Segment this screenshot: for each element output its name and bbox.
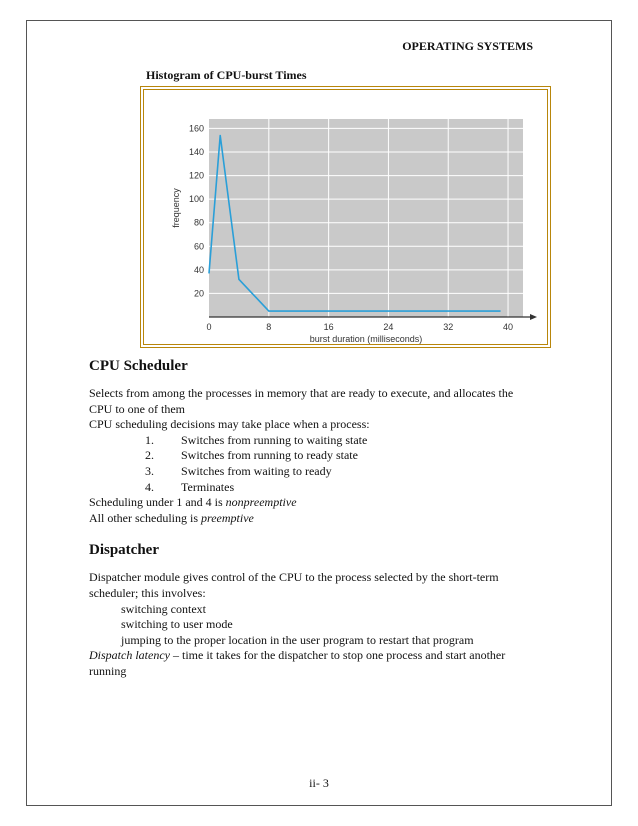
nonpreemptive-line (89, 495, 529, 511)
dispatch-latency-text: – time it takes for the dispatcher to stop one process and start another running (89, 648, 506, 678)
nonpreemptive-prefix: Scheduling under 1 and 4 is (89, 495, 226, 510)
nonpreemptive-term: nonpreemptive (225, 495, 297, 510)
list-item (89, 448, 529, 464)
cpu-scheduler-decision-line: CPU scheduling decisions may take place when a process: (89, 417, 370, 432)
list-number: 1. (145, 432, 154, 447)
x-tick-label: 8 (266, 322, 272, 332)
figure-caption: Histogram of CPU-burst Times (146, 68, 307, 82)
preemptive-prefix: All other scheduling is (89, 510, 201, 525)
running-header: OPERATING SYSTEMS (402, 39, 533, 53)
list-item (89, 433, 529, 449)
x-tick-label: 32 (443, 322, 454, 332)
dispatcher-intro: Dispatcher module gives control of the CPU to the process selected by the short-term scheduler; this involves: (89, 570, 499, 600)
figure-frame (140, 86, 551, 348)
list-number: 3. (145, 463, 154, 478)
dispatch-latency-term: Dispatch latency (89, 648, 170, 663)
list-number: 2. (145, 448, 154, 463)
preemptive-line (89, 511, 529, 527)
cpu-scheduler-intro: Selects from among the processes in memory that are ready to execute, and allocates the CPU to one of them (89, 386, 514, 416)
y-tick-label: 20 (193, 288, 204, 299)
x-tick-label: 0 (206, 322, 212, 332)
list-text: Switches from running to ready state (181, 448, 358, 463)
list-text: Switches from waiting to ready (181, 463, 332, 478)
x-axis-label: burst duration (milliseconds) (309, 334, 423, 344)
y-tick-label: 60 (193, 241, 204, 252)
plot-background (209, 119, 523, 317)
preemptive-term: preemptive (200, 510, 254, 525)
x-axis-arrow (530, 314, 537, 320)
main-content (89, 356, 529, 680)
dispatcher-step: switching context (121, 601, 206, 616)
dispatcher-heading: Dispatcher (89, 542, 159, 559)
x-tick-label: 24 (383, 322, 394, 332)
scheduling-conditions-list (89, 433, 529, 495)
y-tick-label: 100 (188, 194, 204, 205)
dispatcher-step: switching to user mode (121, 617, 233, 632)
y-tick-label: 160 (188, 123, 204, 134)
x-tick-label: 40 (503, 322, 514, 332)
list-text: Switches from running to waiting state (181, 432, 368, 447)
list-text: Terminates (181, 479, 235, 494)
histogram-chart (141, 87, 552, 349)
x-tick-label: 16 (323, 322, 334, 332)
page-number: ii- 3 (309, 776, 329, 790)
y-tick-label: 40 (193, 264, 204, 275)
list-item (89, 480, 529, 496)
dispatcher-step: jumping to the proper location in the user program to restart that program (121, 632, 474, 647)
dispatch-latency-line (89, 648, 529, 679)
y-tick-label: 80 (193, 217, 204, 228)
y-axis-label: frequency (171, 188, 181, 228)
cpu-scheduler-heading: CPU Scheduler (89, 358, 188, 374)
list-item (89, 464, 529, 480)
y-tick-label: 120 (188, 170, 204, 181)
y-tick-label: 140 (188, 147, 204, 157)
list-number: 4. (145, 479, 154, 494)
